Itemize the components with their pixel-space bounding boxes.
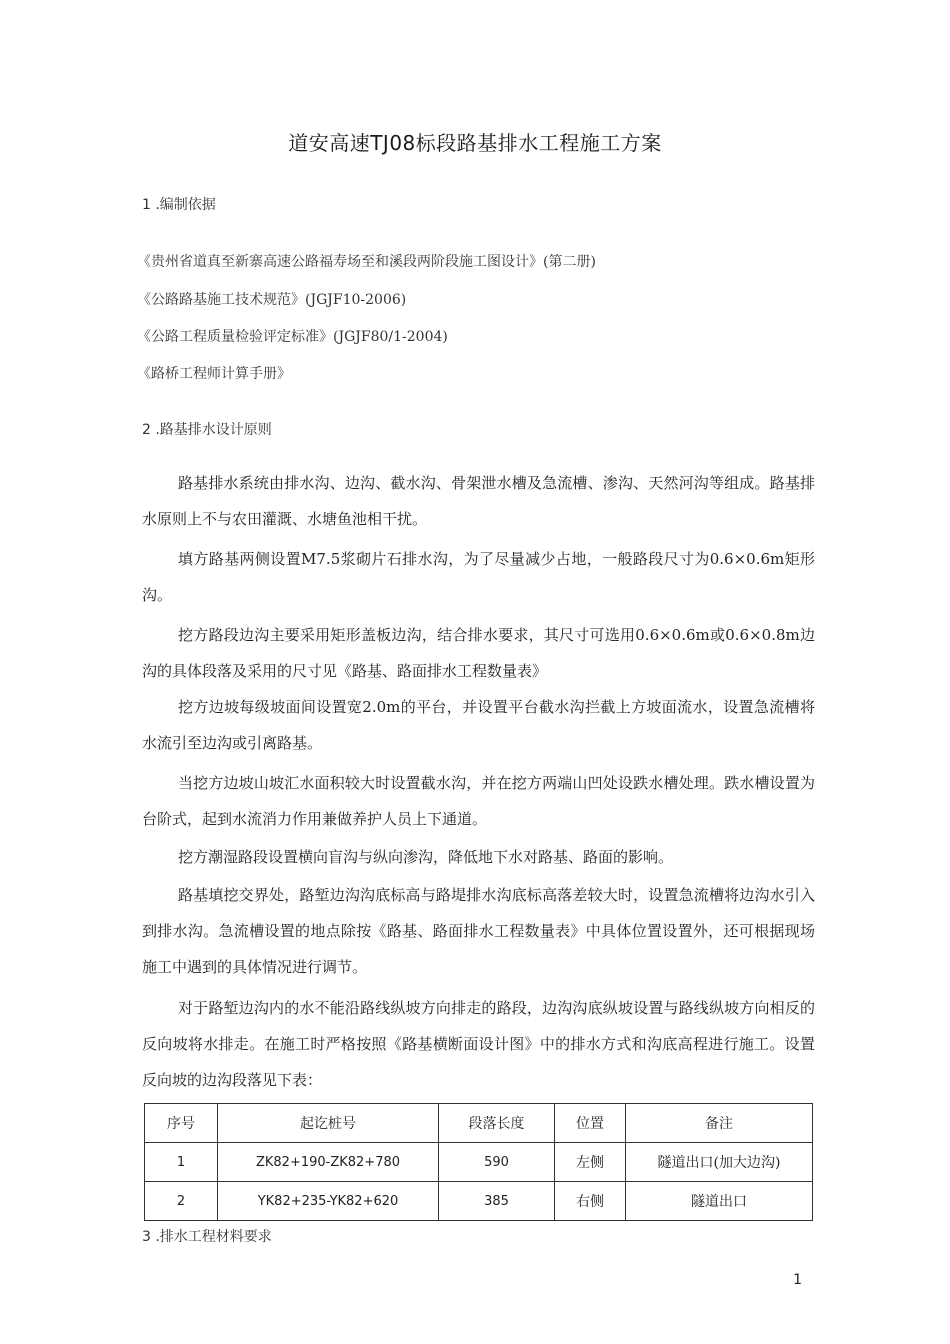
body-paragraph: 当挖方边坡山坡汇水面积较大时设置截水沟，并在挖方两端山凹处设跌水槽处理。跌水槽设置为台阶式，起到水流消力作用兼做养护人员上下通道。 (142, 774, 815, 828)
table-cell: ZK82+190-ZK82+780 (218, 1143, 439, 1182)
table-cell: YK82+235-YK82+620 (218, 1182, 439, 1221)
table-row (145, 1182, 813, 1221)
reference-item: 《公路工程质量检验评定标准》(JGJF80/1-2004) (137, 329, 448, 345)
table-header-cell: 备注 (626, 1104, 813, 1143)
page-number: 1 (793, 1272, 802, 1288)
section-heading-materials: 3 .排水工程材料要求 (142, 1229, 272, 1245)
body-paragraph: 挖方路段边沟主要采用矩形盖板边沟，结合排水要求，其尺寸可选用0.6×0.6m或0.6×0.8m边沟的具体段落及采用的尺寸见《路基、路面排水工程数量表》 (142, 626, 815, 680)
table-header-cell: 段落长度 (439, 1104, 555, 1143)
reference-item: 《贵州省道真至新寨高速公路福寿场至和溪段两阶段施工图设计》(第二册) (137, 254, 596, 270)
table-cell: 隧道出口 (626, 1182, 813, 1221)
section-heading-basis: 1 .编制依据 (142, 197, 216, 213)
table-row (145, 1143, 813, 1182)
reverse-slope-table (144, 1103, 813, 1221)
reference-item: 《路桥工程师计算手册》 (137, 366, 291, 382)
table-cell: 左侧 (555, 1143, 626, 1182)
body-paragraph: 挖方潮湿路段设置横向盲沟与纵向渗沟，降低地下水对路基、路面的影响。 (178, 848, 674, 866)
table-header-cell: 位置 (555, 1104, 626, 1143)
table-header-cell: 序号 (145, 1104, 218, 1143)
body-paragraph: 挖方边坡每级坡面间设置宽2.0m的平台，并设置平台截水沟拦截上方坡面流水，设置急流槽将水流引至边沟或引离路基。 (142, 698, 815, 752)
document-title: 道安高速TJ08标段路基排水工程施工方案 (288, 131, 662, 155)
table-cell: 385 (439, 1182, 555, 1221)
table-header-cell: 起讫桩号 (218, 1104, 439, 1143)
body-paragraph: 路基填挖交界处，路堑边沟沟底标高与路堤排水沟底标高落差较大时，设置急流槽将边沟水引入到排水沟。急流槽设置的地点除按《路基、路面排水工程数量表》中具体位置设置外，还可根据现场施工中遇到的具体情况进行调节。 (142, 886, 815, 976)
table-header-row (145, 1104, 813, 1143)
body-paragraph: 路基排水系统由排水沟、边沟、截水沟、骨架泄水槽及急流槽、渗沟、天然河沟等组成。路基排水原则上不与农田灌溉、水塘鱼池相干扰。 (142, 474, 815, 528)
table-cell: 右侧 (555, 1182, 626, 1221)
table-cell: 590 (439, 1143, 555, 1182)
table-cell: 隧道出口(加大边沟) (626, 1143, 813, 1182)
section-heading-principles: 2 .路基排水设计原则 (142, 422, 272, 438)
body-paragraph: 填方路基两侧设置M7.5浆砌片石排水沟，为了尽量减少占地，一般路段尺寸为0.6×0.6m矩形沟。 (142, 550, 815, 604)
table-cell: 1 (145, 1143, 218, 1182)
body-paragraph: 对于路堑边沟内的水不能沿路线纵坡方向排走的路段，边沟沟底纵坡设置与路线纵坡方向相反的反向坡将水排走。在施工时严格按照《路基横断面设计图》中的排水方式和沟底高程进行施工。设置反向坡的边沟段落见下表： (142, 999, 815, 1089)
reference-item: 《公路路基施工技术规范》(JGJF10-2006) (137, 292, 407, 308)
table-cell: 2 (145, 1182, 218, 1221)
